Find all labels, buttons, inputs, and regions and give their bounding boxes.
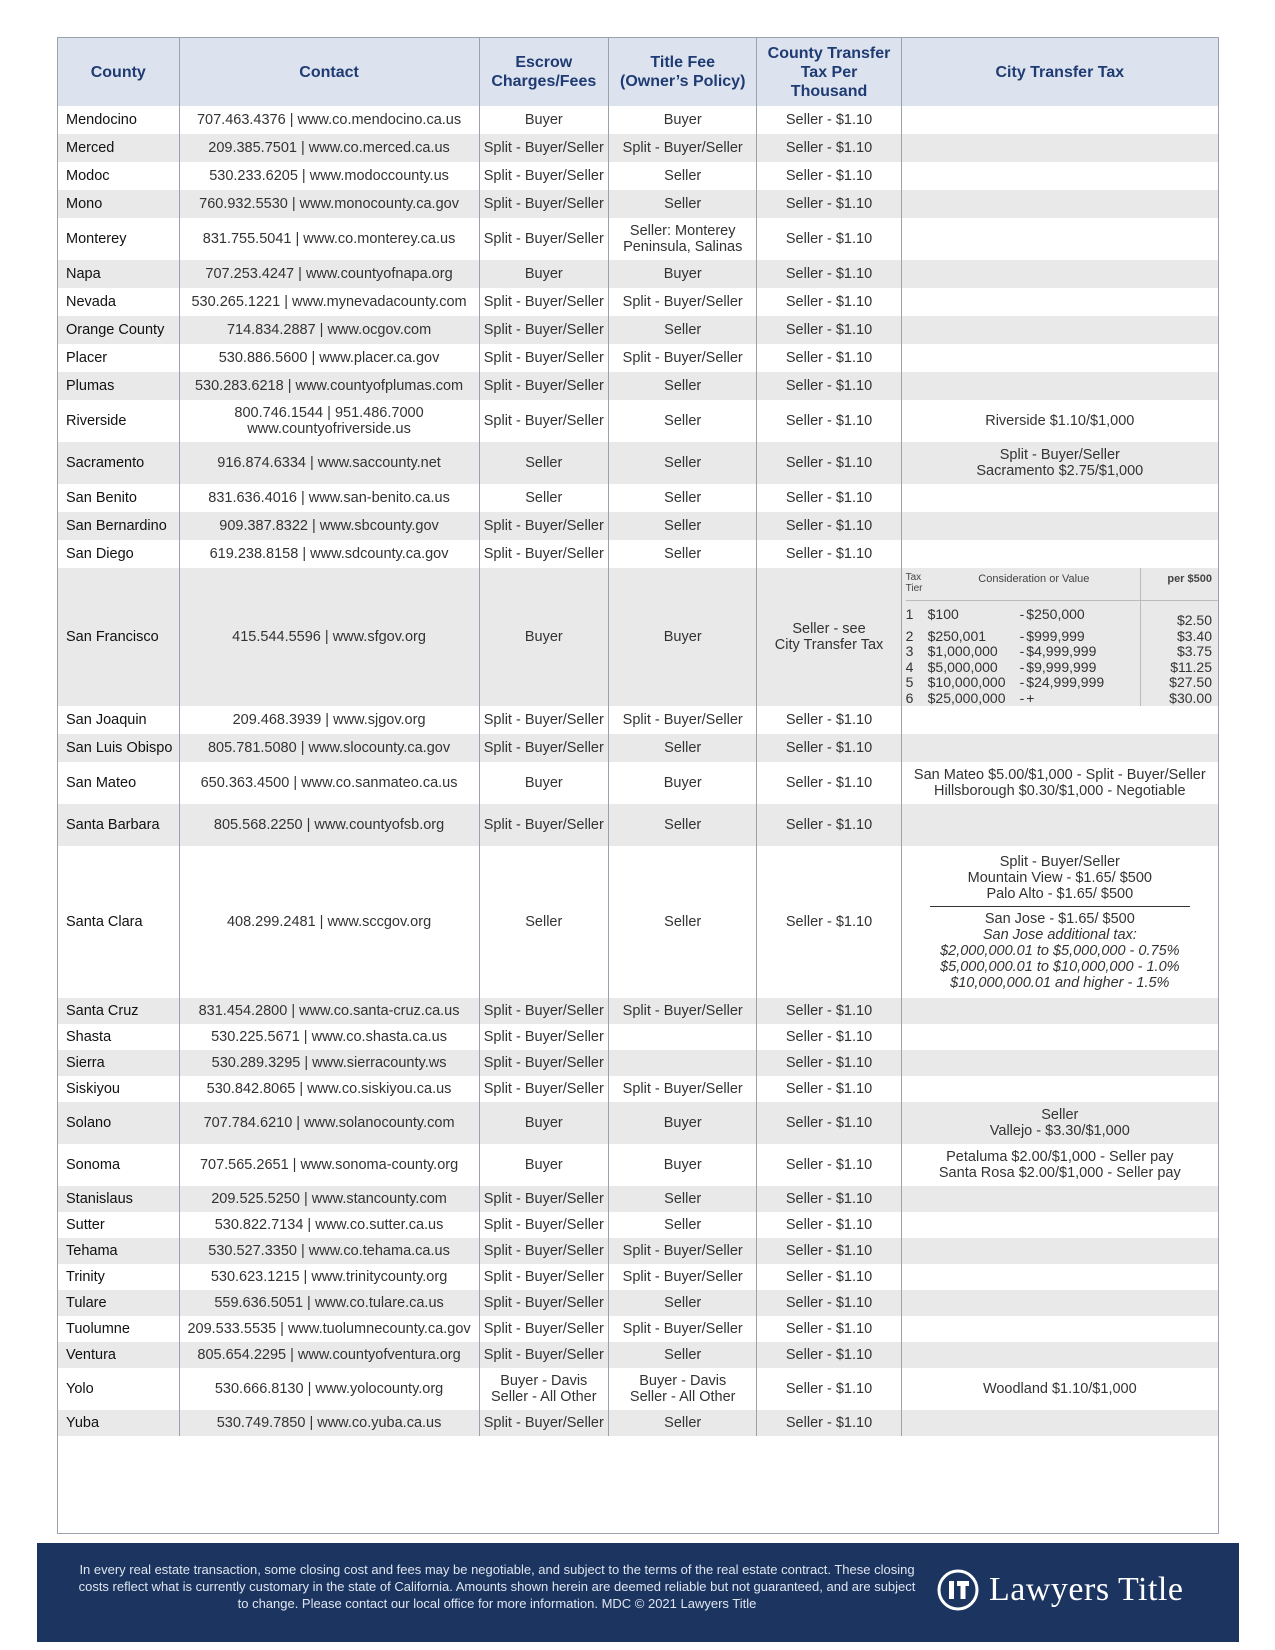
contact-cell: 530.265.1221 | www.mynevadacounty.com	[179, 288, 479, 316]
contact-cell: 530.842.8065 | www.co.siskiyou.ca.us	[179, 1076, 479, 1102]
brand-logo	[937, 1569, 1183, 1611]
table-row	[58, 1102, 1218, 1144]
county-tax-cell: Seller - $1.10	[757, 1212, 901, 1238]
title-fee-cell: Buyer	[609, 260, 757, 288]
city-tax-cell	[901, 846, 1218, 998]
contact-cell: 760.932.5530 | www.monocounty.ca.gov	[179, 190, 479, 218]
title-fee-cell	[609, 1050, 757, 1076]
county-tax-cell: Seller - $1.10	[757, 540, 901, 568]
contact-cell: 530.886.5600 | www.placer.ca.gov	[179, 344, 479, 372]
table-row	[58, 1238, 1218, 1264]
county-cell: Sacramento	[58, 442, 179, 484]
county-cell: Stanislaus	[58, 1186, 179, 1212]
contact-cell: 530.623.1215 | www.trinitycounty.org	[179, 1264, 479, 1290]
table-row	[58, 846, 1218, 998]
tier-number: 2	[905, 627, 914, 644]
contact-cell: 209.533.5535 | www.tuolumnecounty.ca.gov	[179, 1316, 479, 1342]
city-tax-cell	[901, 706, 1218, 734]
escrow-cell: Split - Buyer/Seller	[479, 804, 608, 846]
escrow-cell: Buyer	[479, 762, 608, 804]
city-tax-cell	[901, 1024, 1218, 1050]
city-tax-cell	[901, 1264, 1218, 1290]
lawyers-title-logo-icon	[937, 1569, 979, 1611]
table-row	[58, 134, 1218, 162]
title-fee-cell	[609, 1024, 757, 1050]
contact-cell: 800.746.1544 | 951.486.7000 www.countyofriverside.us	[179, 400, 479, 442]
contact-cell: 707.253.4247 | www.countyofnapa.org	[179, 260, 479, 288]
county-tax-cell: Seller - $1.10	[757, 484, 901, 512]
table-row	[58, 540, 1218, 568]
tier-from: $25,000,000	[927, 689, 1006, 706]
title-fee-cell: Seller	[609, 1212, 757, 1238]
header-county-transfer-tax: County Transfer Tax Per Thousand	[757, 38, 901, 106]
city-tax-cell	[901, 1290, 1218, 1316]
title-fee-cell: Seller	[609, 512, 757, 540]
title-fee-cell: Split - Buyer/Seller	[609, 1238, 757, 1264]
city-tax-cell	[901, 1410, 1218, 1436]
city-tax-cell	[901, 372, 1218, 400]
county-cell: Orange County	[58, 316, 179, 344]
county-tax-cell: Seller - $1.10	[757, 762, 901, 804]
title-fee-cell: Split - Buyer/Seller	[609, 998, 757, 1024]
escrow-cell: Seller	[479, 484, 608, 512]
contact-cell: 530.289.3295 | www.sierracounty.ws	[179, 1050, 479, 1076]
escrow-cell: Split - Buyer/Seller	[479, 372, 608, 400]
city-tax-cell	[901, 512, 1218, 540]
tier-from: $1,000,000	[927, 643, 998, 659]
table-row	[58, 260, 1218, 288]
table-row	[58, 1410, 1218, 1436]
contact-cell: 530.527.3350 | www.co.tehama.ca.us	[179, 1238, 479, 1264]
escrow-cell: Seller	[479, 846, 608, 998]
escrow-cell: Split - Buyer/Seller	[479, 1076, 608, 1102]
contact-cell: 209.525.5250 | www.stancounty.com	[179, 1186, 479, 1212]
county-tax-cell: Seller - $1.10	[757, 400, 901, 442]
title-fee-cell: Buyer	[609, 106, 757, 134]
county-tax-cell: Seller - $1.10	[757, 706, 901, 734]
tier-number: 1	[905, 606, 914, 622]
city-tax-cell: Petaluma $2.00/$1,000 - Seller pay Santa Rosa $2.00/$1,000 - Seller pay	[901, 1144, 1218, 1186]
city-tax-cell	[901, 1076, 1218, 1102]
county-cell: Nevada	[66, 294, 116, 310]
county-tax-cell: Seller - $1.10	[757, 1186, 901, 1212]
contact-cell: 831.454.2800 | www.co.santa-cruz.ca.us	[179, 998, 479, 1024]
county-tax-cell: Seller - $1.10	[757, 162, 901, 190]
escrow-cell: Split - Buyer/Seller	[479, 1050, 608, 1076]
city-tax-cell	[901, 260, 1218, 288]
escrow-cell: Split - Buyer/Seller	[479, 1410, 608, 1436]
title-fee-cell: Buyer	[609, 1144, 757, 1186]
city-tax-cell	[901, 540, 1218, 568]
county-tax-cell: Seller - $1.10	[757, 804, 901, 846]
city-tax-cell: Woodland $1.10/$1,000	[901, 1368, 1218, 1410]
tier-number: 6	[905, 689, 914, 706]
table-row	[58, 162, 1218, 190]
contact-cell: 916.874.6334 | www.saccounty.net	[179, 442, 479, 484]
county-cell: Sutter	[66, 1217, 105, 1233]
county-tax-cell: Seller - $1.10	[757, 344, 901, 372]
contact-cell: 209.385.7501 | www.co.merced.ca.us	[179, 134, 479, 162]
county-tax-cell: Seller - $1.10	[757, 1316, 901, 1342]
table-row	[58, 998, 1218, 1024]
county-tax-cell: Seller - $1.10	[757, 134, 901, 162]
table-row	[58, 734, 1218, 762]
table-header-row	[58, 38, 1218, 106]
county-tax-cell: Seller - $1.10	[757, 1050, 901, 1076]
title-fee-cell: Seller	[609, 162, 757, 190]
santa-clara-city-tax: Split - Buyer/Seller Mountain View - $1.65/ $500 Palo Alto - $1.65/ $500 San Jose - $1.65/ $500 San Jose additional tax: $2,000,000.01 to $5,000,000 - 0.75% $5,000,000.01 to $10,000,000 - 1.0% $10,000,000.01 and higher - 1.5%	[906, 854, 1214, 991]
county-tax-cell: Seller - $1.10	[757, 1290, 901, 1316]
county-cell: San Joaquin	[66, 712, 147, 728]
county-tax-cell: Seller - $1.10	[757, 1024, 901, 1050]
title-fee-cell: Seller	[609, 734, 757, 762]
escrow-cell: Split - Buyer/Seller	[479, 706, 608, 734]
city-tax-cell	[901, 568, 1218, 706]
contact-cell: 707.463.4376 | www.co.mendocino.ca.us	[179, 106, 479, 134]
county-cell: Mono	[58, 190, 179, 218]
city-tax-cell	[901, 190, 1218, 218]
brand-name: Lawyers Title	[989, 1571, 1184, 1608]
table-row	[58, 568, 1218, 706]
table-row	[58, 1342, 1218, 1368]
county-tax-cell: Seller - $1.10	[757, 1368, 901, 1410]
table-row	[58, 1076, 1218, 1102]
escrow-cell: Split - Buyer/Seller	[479, 218, 608, 260]
tier-rate: $30.00	[1140, 691, 1218, 707]
title-fee-cell: Seller	[609, 846, 757, 998]
county-cell: Placer	[66, 350, 108, 366]
contact-cell: 530.666.8130 | www.yolocounty.org	[179, 1368, 479, 1410]
title-fee-cell: Seller	[609, 190, 757, 218]
county-cell: Riverside	[66, 413, 127, 429]
title-fee-cell: Seller	[609, 442, 757, 484]
escrow-cell: Split - Buyer/Seller	[479, 512, 608, 540]
county-tax-cell: Seller - $1.10	[757, 190, 901, 218]
table-row	[58, 1368, 1218, 1410]
title-fee-cell: Seller	[609, 804, 757, 846]
county-tax-cell: Seller - $1.10	[757, 218, 901, 260]
table-row	[58, 106, 1218, 134]
county-tax-cell: Seller - $1.10	[757, 106, 901, 134]
contact-cell: 559.636.5051 | www.co.tulare.ca.us	[179, 1290, 479, 1316]
contact-cell: 650.363.4500 | www.co.sanmateo.ca.us	[179, 762, 479, 804]
title-fee-cell: Seller	[609, 484, 757, 512]
escrow-cell: Seller	[479, 442, 608, 484]
escrow-cell: Buyer	[479, 568, 608, 706]
title-fee-cell: Buyer	[609, 762, 757, 804]
escrow-cell: Buyer	[479, 260, 608, 288]
county-tax-cell: Seller - $1.10	[757, 316, 901, 344]
city-tax-cell	[901, 1212, 1218, 1238]
title-fee-cell: Split - Buyer/Seller	[609, 1264, 757, 1290]
county-cell: Plumas	[58, 372, 179, 400]
escrow-cell: Buyer - Davis Seller - All Other	[479, 1368, 608, 1410]
county-cell: Santa Cruz	[58, 998, 179, 1024]
city-tax-cell	[901, 1050, 1218, 1076]
sf-tax-tier-table: Tax Tier Consideration or Value per $500 1 $100 - $250,000 $2.50 2 $250,001 - $999,999 $3.40 3 $1,000,000 - $4,999,999 $3.75 4 $5,000,000 - $9,999,999 $11.25 5 $10,000,000 - $24,999,999 $27.50 6 $25,000,000 - + $30.00	[906, 568, 1218, 706]
table-row	[58, 1290, 1218, 1316]
title-fee-cell: Seller: Monterey Peninsula, Salinas	[609, 218, 757, 260]
table-row	[58, 1050, 1218, 1076]
table-row	[58, 1316, 1218, 1342]
escrow-cell: Buyer	[479, 1144, 608, 1186]
city-tax-cell	[901, 998, 1218, 1024]
table-row	[58, 442, 1218, 484]
table-row	[58, 190, 1218, 218]
escrow-cell: Split - Buyer/Seller	[479, 1264, 608, 1290]
title-fee-cell: Seller	[609, 400, 757, 442]
city-tax-cell	[901, 1342, 1218, 1368]
tier-rate: $2.50	[1140, 601, 1218, 629]
contact-cell: 530.749.7850 | www.co.yuba.ca.us	[179, 1410, 479, 1436]
title-fee-cell: Seller	[609, 316, 757, 344]
tier-rate: $11.25	[1140, 660, 1218, 676]
contact-cell: 831.636.4016 | www.san-benito.ca.us	[179, 484, 479, 512]
table-row	[58, 484, 1218, 512]
contact-cell: 530.283.6218 | www.countyofplumas.com	[179, 372, 479, 400]
county-cell: Tehama	[58, 1238, 179, 1264]
county-tax-cell: Seller - $1.10	[757, 442, 901, 484]
tier-number: 5	[905, 674, 914, 690]
city-tax-cell: Riverside $1.10/$1,000	[901, 400, 1218, 442]
city-tax-cell	[901, 734, 1218, 762]
tier-from: $5,000,000	[927, 658, 998, 675]
county-tax-cell: Seller - $1.10	[757, 260, 901, 288]
contact-cell: 530.225.5671 | www.co.shasta.ca.us	[179, 1024, 479, 1050]
county-tax-cell: Seller - see City Transfer Tax	[757, 568, 901, 706]
county-cell: Santa Barbara	[58, 804, 179, 846]
title-fee-cell: Seller	[609, 1290, 757, 1316]
county-cell: Yolo	[66, 1381, 94, 1397]
escrow-cell: Split - Buyer/Seller	[479, 134, 608, 162]
table-row	[58, 762, 1218, 804]
contact-cell: 415.544.5596 | www.sfgov.org	[179, 568, 479, 706]
title-fee-cell: Split - Buyer/Seller	[609, 344, 757, 372]
header-title-fee: Title Fee (Owner’s Policy)	[609, 38, 757, 106]
city-tax-cell	[901, 1316, 1218, 1342]
header-contact: Contact	[179, 38, 479, 106]
city-tax-cell	[901, 1238, 1218, 1264]
county-cell: Mendocino	[66, 112, 137, 128]
city-tax-cell	[901, 1186, 1218, 1212]
contact-cell: 805.781.5080 | www.slocounty.ca.gov	[179, 734, 479, 762]
county-tax-cell: Seller - $1.10	[757, 734, 901, 762]
table-row	[58, 1024, 1218, 1050]
escrow-cell: Split - Buyer/Seller	[479, 1186, 608, 1212]
city-tax-cell: Split - Buyer/Seller Sacramento $2.75/$1,000	[901, 442, 1218, 484]
county-cell: San Diego	[66, 546, 134, 562]
county-tax-cell: Seller - $1.10	[757, 1238, 901, 1264]
county-cell: Solano	[58, 1102, 179, 1144]
city-tax-cell	[901, 316, 1218, 344]
table-row	[58, 804, 1218, 846]
county-cell: San Mateo	[66, 775, 137, 791]
city-tax-cell	[901, 344, 1218, 372]
escrow-cell: Split - Buyer/Seller	[479, 1238, 608, 1264]
county-cell: Tuolumne	[66, 1321, 130, 1337]
tier-rate: $3.75	[1140, 644, 1218, 660]
table-row	[58, 400, 1218, 442]
county-cell: Tulare	[58, 1290, 179, 1316]
city-tax-cell	[901, 288, 1218, 316]
city-tax-cell	[901, 134, 1218, 162]
county-tax-cell: Seller - $1.10	[757, 372, 901, 400]
title-fee-cell: Buyer - Davis Seller - All Other	[609, 1368, 757, 1410]
escrow-cell: Split - Buyer/Seller	[479, 316, 608, 344]
city-tax-cell: Seller Vallejo - $3.30/$1,000	[901, 1102, 1218, 1144]
table-row	[58, 706, 1218, 734]
table-row	[58, 288, 1218, 316]
title-fee-cell: Seller	[609, 540, 757, 568]
tier-from: $10,000,000	[927, 674, 1006, 690]
county-cell: Santa Clara	[66, 914, 143, 930]
escrow-cell: Split - Buyer/Seller	[479, 1290, 608, 1316]
title-fee-cell: Seller	[609, 1342, 757, 1368]
county-tax-cell: Seller - $1.10	[757, 1410, 901, 1436]
closing-cost-table	[57, 37, 1219, 1534]
city-tax-cell	[901, 484, 1218, 512]
escrow-cell: Buyer	[479, 106, 608, 134]
table-row	[58, 218, 1218, 260]
header-city-transfer-tax: City Transfer Tax	[901, 38, 1218, 106]
contact-cell: 707.784.6210 | www.solanocounty.com	[179, 1102, 479, 1144]
city-tax-cell	[901, 218, 1218, 260]
title-fee-cell: Split - Buyer/Seller	[609, 706, 757, 734]
contact-cell: 831.755.5041 | www.co.monterey.ca.us	[179, 218, 479, 260]
title-fee-cell: Buyer	[609, 568, 757, 706]
county-tax-cell: Seller - $1.10	[757, 1342, 901, 1368]
county-cell: San Luis Obispo	[58, 734, 179, 762]
tier-number: 4	[905, 658, 914, 675]
county-tax-cell: Seller - $1.10	[757, 1102, 901, 1144]
county-tax-cell: Seller - $1.10	[757, 846, 901, 998]
county-cell: Siskiyou	[66, 1081, 120, 1097]
contact-cell: 805.654.2295 | www.countyofventura.org	[179, 1342, 479, 1368]
contact-cell: 714.834.2887 | www.ocgov.com	[179, 316, 479, 344]
table-row	[58, 1264, 1218, 1290]
county-cell: San Bernardino	[58, 512, 179, 540]
header-county: County	[58, 38, 179, 106]
county-cell: Merced	[58, 134, 179, 162]
city-tax-cell	[901, 162, 1218, 190]
escrow-cell: Split - Buyer/Seller	[479, 1342, 608, 1368]
county-cell: Trinity	[66, 1269, 105, 1285]
title-fee-cell: Split - Buyer/Seller	[609, 1316, 757, 1342]
table-row	[58, 372, 1218, 400]
title-fee-cell: Split - Buyer/Seller	[609, 134, 757, 162]
county-cell: Napa	[58, 260, 179, 288]
contact-cell: 619.238.8158 | www.sdcounty.ca.gov	[179, 540, 479, 568]
title-fee-cell: Split - Buyer/Seller	[609, 288, 757, 316]
table-row	[58, 1144, 1218, 1186]
escrow-cell: Split - Buyer/Seller	[479, 540, 608, 568]
escrow-cell: Split - Buyer/Seller	[479, 1212, 608, 1238]
tier-to: - $24,999,999	[1019, 674, 1105, 690]
tier-to: - $250,000	[1019, 606, 1085, 622]
county-cell: San Benito	[66, 490, 137, 506]
title-fee-cell: Seller	[609, 1186, 757, 1212]
tier-to: - +	[1019, 689, 1035, 706]
escrow-cell: Split - Buyer/Seller	[479, 1024, 608, 1050]
table-row	[58, 316, 1218, 344]
title-fee-cell: Seller	[609, 1410, 757, 1436]
county-tax-cell: Seller - $1.10	[757, 288, 901, 316]
escrow-cell: Split - Buyer/Seller	[479, 190, 608, 218]
contact-cell: 707.565.2651 | www.sonoma-county.org	[179, 1144, 479, 1186]
contact-cell: 530.233.6205 | www.modoccounty.us	[179, 162, 479, 190]
escrow-cell: Split - Buyer/Seller	[479, 344, 608, 372]
escrow-cell: Buyer	[479, 1102, 608, 1144]
city-tax-cell	[901, 804, 1218, 846]
county-tax-cell: Seller - $1.10	[757, 512, 901, 540]
header-escrow: Escrow Charges/Fees	[479, 38, 608, 106]
county-cell: Sierra	[58, 1050, 179, 1076]
tier-number: 3	[905, 643, 914, 659]
county-cell: Yuba	[58, 1410, 179, 1436]
county-cell: Ventura	[58, 1342, 179, 1368]
county-cell: Modoc	[66, 168, 110, 184]
table-row	[58, 344, 1218, 372]
contact-cell: 530.822.7134 | www.co.sutter.ca.us	[179, 1212, 479, 1238]
contact-cell: 909.387.8322 | www.sbcounty.gov	[179, 512, 479, 540]
city-tax-cell: San Mateo $5.00/$1,000 - Split - Buyer/Seller Hillsborough $0.30/$1,000 - Negotiable	[901, 762, 1218, 804]
county-cell: Monterey	[66, 231, 127, 247]
title-fee-cell: Split - Buyer/Seller	[609, 1076, 757, 1102]
tier-rate: $3.40	[1140, 629, 1218, 645]
title-fee-cell: Buyer	[609, 1102, 757, 1144]
tier-from: $250,001	[927, 627, 987, 644]
contact-cell: 209.468.3939 | www.sjgov.org	[179, 706, 479, 734]
escrow-cell: Split - Buyer/Seller	[479, 400, 608, 442]
contact-cell: 805.568.2250 | www.countyofsb.org	[179, 804, 479, 846]
county-tax-cell: Seller - $1.10	[757, 1264, 901, 1290]
county-cell: Shasta	[66, 1029, 112, 1045]
tier-to: - $999,999	[1019, 627, 1085, 644]
escrow-cell: Split - Buyer/Seller	[479, 1316, 608, 1342]
title-fee-cell: Seller	[609, 372, 757, 400]
county-tax-cell: Seller - $1.10	[757, 998, 901, 1024]
escrow-cell: Split - Buyer/Seller	[479, 998, 608, 1024]
table-row	[58, 1186, 1218, 1212]
county-cell: San Francisco	[58, 568, 179, 706]
footer	[37, 1543, 1239, 1642]
escrow-cell: Split - Buyer/Seller	[479, 162, 608, 190]
table-row	[58, 512, 1218, 540]
city-tax-cell	[901, 106, 1218, 134]
county-tax-cell: Seller - $1.10	[757, 1144, 901, 1186]
tier-to: - $4,999,999	[1019, 643, 1097, 659]
county-cell: Sonoma	[66, 1157, 121, 1173]
tier-from: $100	[927, 606, 959, 622]
county-tax-cell: Seller - $1.10	[757, 1076, 901, 1102]
escrow-cell: Split - Buyer/Seller	[479, 288, 608, 316]
footer-disclaimer: In every real estate transaction, some closing cost and fees may be negotiable, and subject to the terms of the real estate contract. These closing costs reflect what is currently customary in the state of California. Amounts shown herein are deemed reliable but not guaranteed, and are subject to change. Please contact our local office for more information. MDC © 2021 Lawyers Title	[78, 1562, 916, 1611]
tier-rate: $27.50	[1140, 675, 1218, 691]
escrow-cell: Split - Buyer/Seller	[479, 734, 608, 762]
tier-to: - $9,999,999	[1019, 658, 1097, 675]
table-row	[58, 1212, 1218, 1238]
contact-cell: 408.299.2481 | www.sccgov.org	[179, 846, 479, 998]
